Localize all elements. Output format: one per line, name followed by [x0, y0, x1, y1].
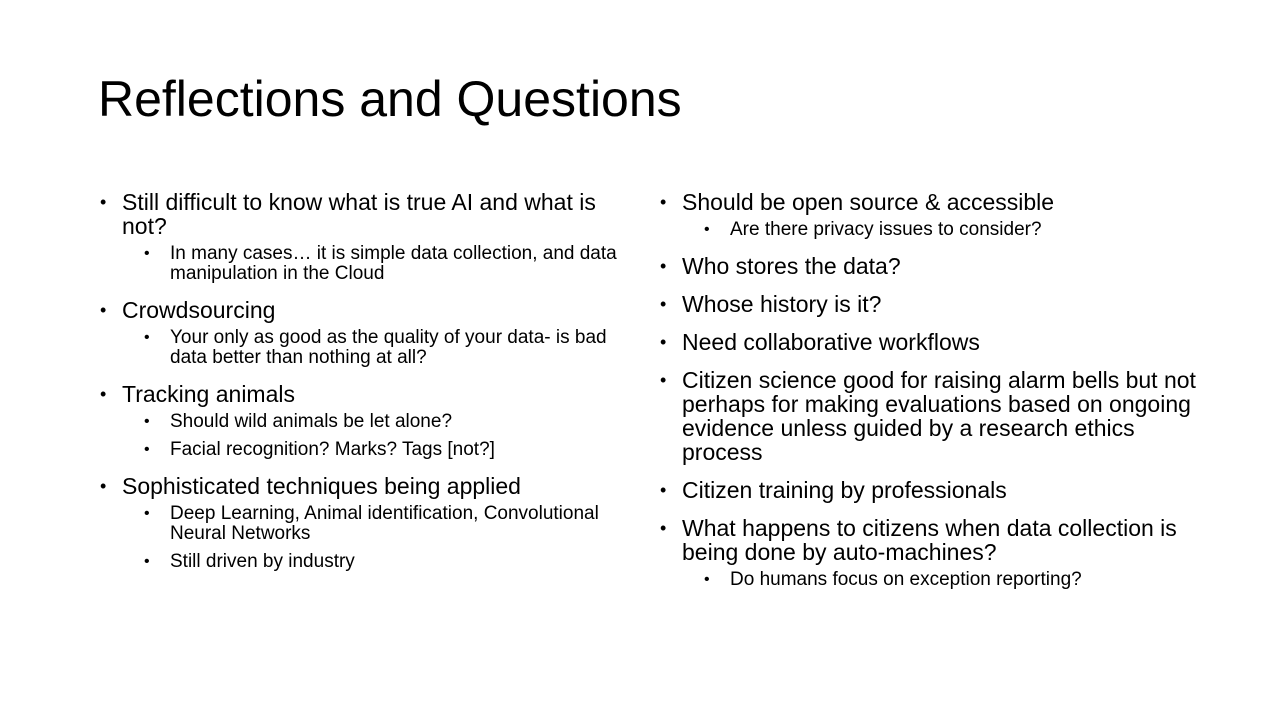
bullet-icon: • [144, 505, 150, 522]
bullet-icon: • [660, 518, 667, 538]
list-item [100, 382, 640, 460]
sub-bullet-list [122, 412, 640, 460]
bullet-text: Should be open source & accessible [682, 189, 1055, 215]
sub-list-item [144, 412, 640, 432]
bullet-icon: • [144, 553, 150, 570]
bullet-text: Citizen training by professionals [682, 477, 1007, 503]
bullet-icon: • [100, 476, 107, 496]
bullet-icon: • [660, 480, 667, 500]
bullet-text: What happens to citizens when data collection is being done by auto-machines? [682, 515, 1177, 565]
bullet-icon: • [144, 329, 150, 346]
sub-bullet-list [122, 244, 640, 284]
sub-bullet-text: Deep Learning, Animal identification, Convolutional Neural Networks [170, 503, 599, 544]
list-item [660, 330, 1220, 354]
sub-list-item [144, 328, 640, 368]
bullet-text: Whose history is it? [682, 291, 882, 317]
sub-bullet-text: Are there privacy issues to consider? [730, 219, 1042, 240]
bullet-text: Citizen science good for raising alarm bells but not perhaps for making evaluations based on ongoing evidence unless guided by a research ethics process [682, 367, 1196, 465]
list-item [660, 478, 1220, 502]
bullet-icon: • [144, 413, 150, 430]
sub-bullet-text: Do humans focus on exception reporting? [730, 569, 1082, 590]
bullet-icon: • [100, 192, 107, 212]
list-item [660, 254, 1220, 278]
bullet-icon: • [144, 245, 150, 262]
list-item [100, 474, 640, 572]
sub-list-item [144, 244, 640, 284]
bullet-icon: • [660, 370, 667, 390]
bullet-icon: • [704, 221, 710, 238]
right-column [660, 190, 1220, 604]
bullet-text: Sophisticated techniques being applied [122, 473, 521, 499]
bullet-text: Need collaborative workflows [682, 329, 980, 355]
bullet-text: Still difficult to know what is true AI and what is not? [122, 189, 596, 239]
list-item [660, 516, 1220, 590]
bullet-icon: • [660, 332, 667, 352]
sub-bullet-list [682, 220, 1220, 240]
list-item [660, 190, 1220, 240]
bullet-icon: • [100, 384, 107, 404]
sub-list-item [144, 440, 640, 460]
sub-list-item [704, 570, 1220, 590]
bullet-text: Tracking animals [122, 381, 295, 407]
right-bullet-list [660, 190, 1220, 590]
bullet-icon: • [660, 294, 667, 314]
bullet-icon: • [704, 571, 710, 588]
sub-bullet-text: Still driven by industry [170, 551, 355, 572]
list-item [100, 190, 640, 284]
list-item [660, 292, 1220, 316]
sub-list-item [144, 504, 640, 544]
bullet-icon: • [100, 300, 107, 320]
bullet-icon: • [144, 441, 150, 458]
sub-bullet-text: Your only as good as the quality of your data- is bad data better than nothing at all? [170, 327, 607, 368]
slide-title: Reflections and Questions [98, 71, 682, 127]
sub-bullet-text: In many cases… it is simple data collection, and data manipulation in the Cloud [170, 243, 617, 284]
bullet-icon: • [660, 256, 667, 276]
sub-bullet-list [122, 328, 640, 368]
sub-list-item [704, 220, 1220, 240]
left-column [100, 190, 640, 586]
list-item [100, 298, 640, 368]
sub-bullet-list [682, 570, 1220, 590]
sub-bullet-text: Should wild animals be let alone? [170, 411, 453, 432]
list-item [660, 368, 1220, 464]
bullet-text: Crowdsourcing [122, 297, 276, 323]
sub-bullet-list [122, 504, 640, 572]
bullet-icon: • [660, 192, 667, 212]
sub-list-item [144, 552, 640, 572]
left-bullet-list [100, 190, 640, 572]
bullet-text: Who stores the data? [682, 253, 901, 279]
sub-bullet-text: Facial recognition? Marks? Tags [not?] [170, 439, 495, 460]
